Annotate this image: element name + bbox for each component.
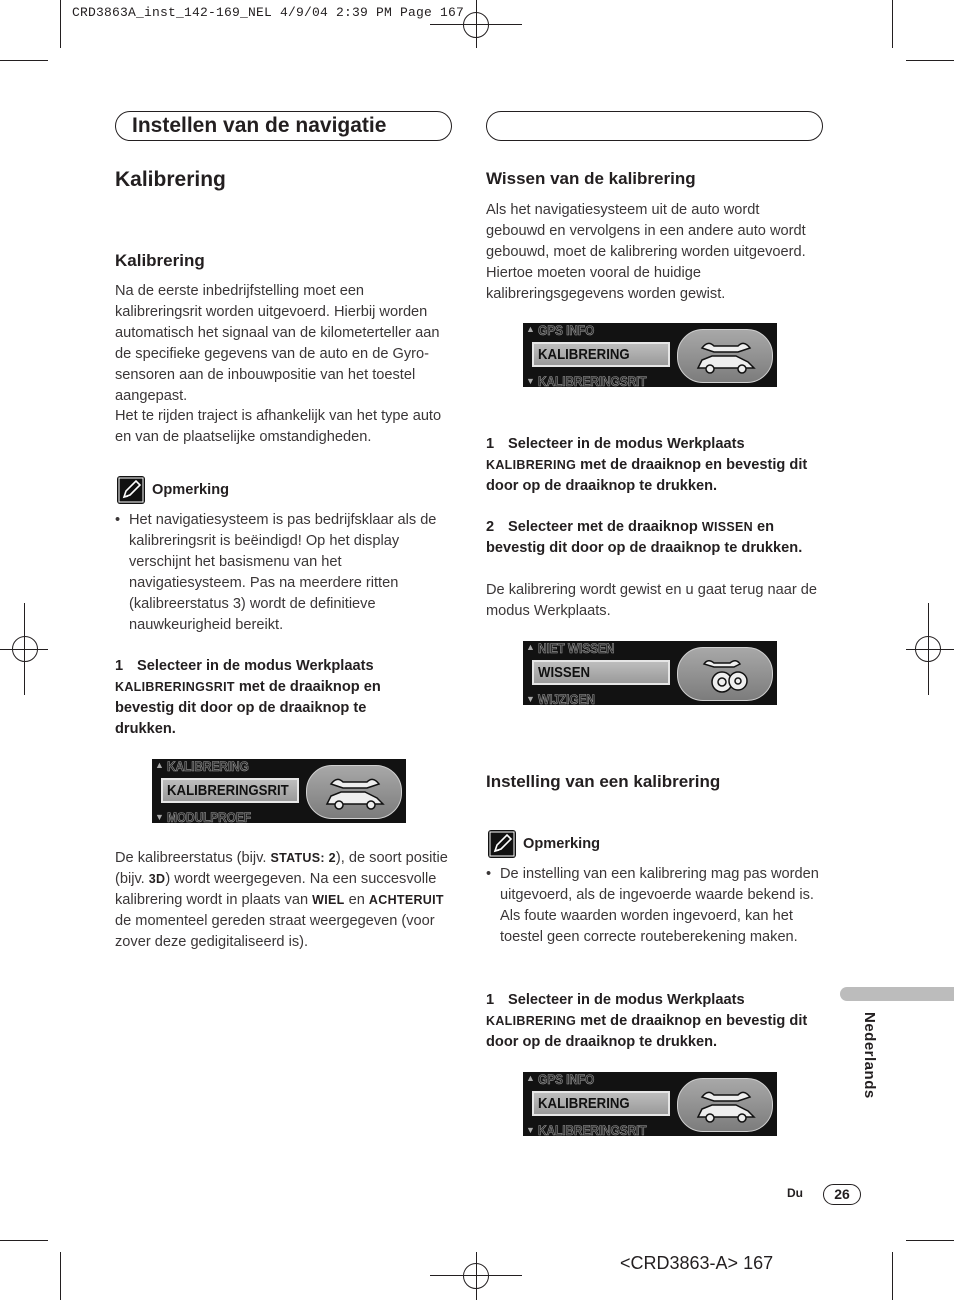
crop-mark [60, 1252, 61, 1300]
wrench-wheel-icon [677, 647, 773, 701]
lcd-next-item: MODULPROEF [167, 809, 251, 823]
note-item: • Het navigatiesysteem is pas bedrijfsklaar als de kalibreringsrit is beëindigd! Op het display verschijnt het basismenu van het navigatiesysteem. Pas na meerdere ritten (kalibreerstatus 3) wordt de definitieve nauwkeurigheid bereikt. [115, 510, 450, 635]
step-number: 1 [486, 436, 495, 452]
step-rest: met de draaiknop en bevestig dit door op de draaiknop te drukken. [486, 456, 808, 494]
intro-text [115, 281, 445, 448]
language-code: Du [787, 1186, 803, 1200]
step-number: 2 [486, 519, 495, 535]
scroll-up-arrow-icon: ▲ [526, 1073, 535, 1083]
note-label: Opmerking [523, 836, 601, 852]
step-title: Selecteer in de modus Werkplaats [508, 992, 745, 1008]
note-label: Opmerking [152, 482, 230, 498]
step-title: Selecteer in de modus Werkplaats [508, 436, 745, 452]
intro-paragraph: Het te rijden traject is afhankelijk van het type auto en van de plaatselijke omstandigheden. [115, 408, 442, 446]
section-title-pill [115, 111, 452, 141]
crop-mark [0, 60, 48, 61]
step-keyword: KALIBRERINGSRIT [115, 679, 235, 694]
registration-mark [463, 1263, 489, 1289]
step-number: 1 [486, 992, 495, 1008]
intro-paragraph: Na de eerste inbedrijfstelling moet een kalibreringsrit worden uitgevoerd. Hierbij worden automatisch het signaal van de kilometerteller aan de specifieke gegevens van de auto en de Gyro-sensoren aan de inbouwpositie van het toestel aangepast. [115, 283, 440, 404]
lcd-next-item: KALIBRERINGSRIT [538, 373, 647, 387]
step-title: Selecteer in de modus Werkplaats [137, 658, 374, 674]
scroll-down-arrow-icon: ▼ [526, 376, 535, 386]
car-wrench-icon [677, 1078, 773, 1132]
step-rest: met de draaiknop en bevestig dit door op de draaiknop te drukken. [486, 1012, 808, 1050]
scroll-up-arrow-icon: ▲ [526, 324, 535, 334]
car-wrench-icon [306, 765, 402, 819]
status-text: De kalibreerstatus (bijv. STATUS: 2), de soort positie (bijv. 3D) wordt weergegeven. Na een succesvolle kalibrering wordt in plaats van WIEL en ACHTERUIT de momenteel gereden straat weergegeven (voor zover deze gedigitaliseerd is). [115, 850, 448, 950]
step-rest: met de draaiknop en bevestig dit door op de draaiknop te drukken. [115, 678, 381, 737]
empty-section-pill [486, 111, 823, 141]
step-title: Selecteer met de draaiknop [508, 519, 702, 535]
wissen-intro: Als het navigatiesysteem uit de auto wordt gebouwd en vervolgens in een andere auto wordt gebouwd, moet de kalibrering worden uitgevoerd. Hiertoe moeten vooral de huidige kalibreringsgegevens worden gewist. [486, 202, 806, 302]
step-1-left [115, 656, 425, 740]
crop-mark [906, 1240, 954, 1241]
crop-mark [0, 1240, 48, 1241]
scroll-down-arrow-icon: ▼ [155, 812, 164, 822]
page-number: 26 [823, 1184, 861, 1205]
note-list [115, 510, 450, 635]
lcd-selected-item: KALIBRERING [532, 342, 670, 367]
lcd-next-item: WIJZIGEN [538, 691, 595, 705]
heading-wissen: Wissen van de kalibrering [486, 169, 696, 188]
lcd-selected-item: KALIBRERINGSRIT [161, 778, 299, 803]
language-label: Nederlands [861, 1012, 878, 1099]
step-number: 1 [115, 658, 124, 674]
note-pencil-icon [117, 476, 145, 504]
step-keyword: WISSEN [701, 520, 753, 534]
lcd-display [523, 641, 777, 705]
lcd-prev-item: KALIBRERING [167, 759, 249, 774]
subheading-kalibrering: Kalibrering [115, 251, 205, 270]
lcd-display [523, 1072, 777, 1136]
note-list [486, 864, 821, 948]
crop-mark [892, 1252, 893, 1300]
step-1-instelling [486, 990, 821, 1053]
scroll-up-arrow-icon: ▲ [526, 642, 535, 652]
step-1-right [486, 434, 821, 497]
heading-instelling: Instelling van een kalibrering [486, 772, 721, 791]
registration-mark [463, 12, 489, 38]
lcd-display [152, 759, 406, 823]
crop-mark [906, 60, 954, 61]
step-keyword: KALIBRERING [486, 1013, 577, 1028]
lcd-selected-item: WISSEN [532, 660, 670, 685]
page-heading: Kalibrering [115, 168, 226, 191]
registration-mark [12, 636, 38, 662]
scroll-up-arrow-icon: ▲ [155, 760, 164, 770]
lcd-prev-item: GPS INFO [538, 1072, 595, 1087]
step-rest: en bevestig dit door op de draaiknop te drukken. [486, 519, 803, 556]
section-title: Instellen van de navigatie [132, 114, 387, 137]
lcd-prev-item: NIET WISSEN [538, 641, 615, 656]
lcd-next-item: KALIBRERINGSRIT [538, 1122, 647, 1136]
lcd-selected-item: KALIBRERING [532, 1091, 670, 1116]
car-wrench-icon [677, 329, 773, 383]
scroll-down-arrow-icon: ▼ [526, 1125, 535, 1135]
lcd-prev-item: GPS INFO [538, 323, 595, 338]
note-pencil-icon [488, 830, 516, 858]
registration-mark [915, 636, 941, 662]
print-header: CRD3863A_inst_142-169_NEL 4/9/04 2:39 PM Page 167 [72, 5, 465, 20]
lcd-display [523, 323, 777, 387]
crop-mark [60, 0, 61, 48]
note-item: • De instelling van een kalibrering mag pas worden uitgevoerd, als de ingevoerde waarde bekend is. Als foute waarden worden ingevoerd, kan het toestel geen correcte routeberekening maken. [486, 864, 821, 948]
step-2-right [486, 517, 806, 559]
footer-code: <CRD3863-A> 167 [620, 1253, 774, 1273]
scroll-down-arrow-icon: ▼ [526, 694, 535, 704]
language-tab [840, 987, 954, 1001]
crop-mark [892, 0, 893, 48]
step-keyword: KALIBRERING [486, 457, 577, 472]
step-2-result: De kalibrering wordt gewist en u gaat terug naar de modus Werkplaats. [486, 582, 817, 619]
